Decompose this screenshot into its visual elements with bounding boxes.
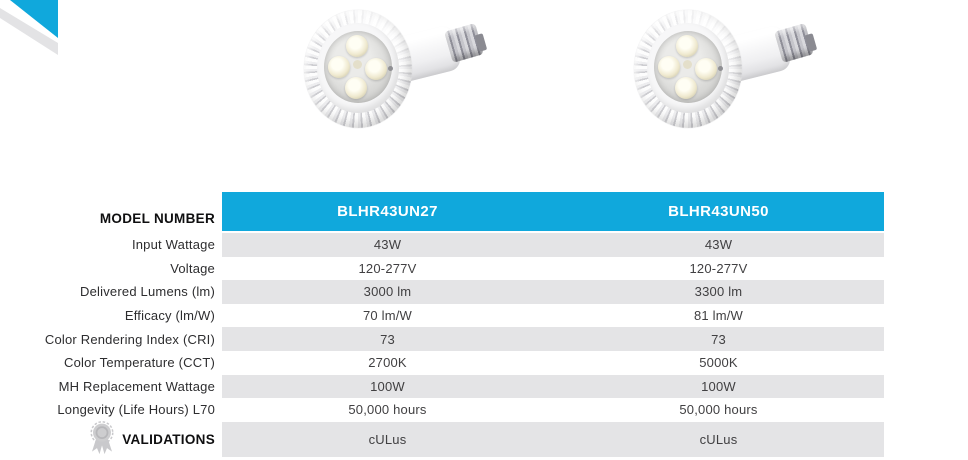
spec-value: 120-277V (689, 260, 748, 276)
led-center-dot (683, 60, 692, 69)
led-center-dot (353, 60, 362, 69)
bulb-heatsink-fins (304, 10, 412, 128)
row-label-cri: Color Rendering Index (CRI) (44, 331, 215, 347)
spec-value: 50,000 hours (679, 402, 758, 418)
bulb-lens (324, 31, 392, 103)
table-row-cri (222, 327, 884, 351)
led-chip (658, 56, 680, 78)
spec-label-column (0, 192, 215, 457)
led-chip (695, 58, 717, 80)
validations-label-row (0, 422, 215, 457)
spec-value: 70 lm/W (362, 308, 413, 324)
column-header-model-1: BLHR43UN27 (337, 203, 438, 220)
spec-value: 43W (704, 237, 733, 253)
spec-value: 2700K (368, 355, 407, 371)
product-photo-blhr43un50 (620, 3, 820, 143)
row-label-voltage: Voltage (170, 260, 215, 276)
led-chip (675, 77, 697, 99)
spec-value: 73 (380, 331, 395, 347)
spec-value: 5000K (699, 355, 738, 371)
row-label-efficacy: Efficacy (lm/W) (124, 308, 215, 324)
table-header-band (222, 192, 884, 233)
led-chip (328, 56, 350, 78)
product-photo-blhr43un27 (290, 3, 490, 143)
bulb-face-screw (718, 66, 723, 71)
table-row-input-wattage (222, 233, 884, 257)
table-row-mh-replacement (222, 375, 884, 399)
validations-label: VALIDATIONS (122, 431, 215, 447)
row-label-mh-replacement: MH Replacement Wattage (58, 378, 215, 394)
bulb-heatsink-fins (634, 10, 742, 128)
spec-value: 100W (701, 378, 736, 394)
award-medal-icon (87, 420, 117, 457)
model-number-label: MODEL NUMBER (99, 211, 215, 226)
bulb-face-screw (388, 66, 393, 71)
table-row-validations (222, 422, 884, 457)
spec-value: 43W (373, 237, 402, 253)
spec-value: 81 lm/W (693, 308, 744, 324)
led-chip (345, 77, 367, 99)
spec-value: cULus (368, 431, 407, 447)
spec-value: 120-277V (358, 260, 417, 276)
table-row-cct (222, 351, 884, 375)
bulb-face-ring (647, 23, 729, 113)
bulb-lens (654, 31, 722, 103)
table-row-efficacy (222, 304, 884, 328)
row-label-cct: Color Temperature (CCT) (63, 355, 215, 371)
table-row-longevity (222, 398, 884, 422)
led-chip (676, 35, 698, 57)
spec-value: 3000 lm (363, 284, 412, 300)
spec-value: 50,000 hours (348, 402, 427, 418)
table-row-voltage (222, 257, 884, 281)
bulb-face-ring (317, 23, 399, 113)
spec-value: 100W (370, 378, 405, 394)
spec-value: 73 (711, 331, 726, 347)
spec-value: cULus (699, 431, 738, 447)
row-label-longevity: Longevity (Life Hours) L70 (57, 402, 215, 418)
row-label-delivered-lumens: Delivered Lumens (lm) (80, 284, 215, 300)
led-chip (346, 35, 368, 57)
spec-table (222, 192, 884, 457)
row-label-input-wattage: Input Wattage (131, 237, 215, 253)
spec-value: 3300 lm (694, 284, 743, 300)
column-header-model-2: BLHR43UN50 (668, 203, 769, 220)
table-row-delivered-lumens (222, 280, 884, 304)
led-chip (365, 58, 387, 80)
